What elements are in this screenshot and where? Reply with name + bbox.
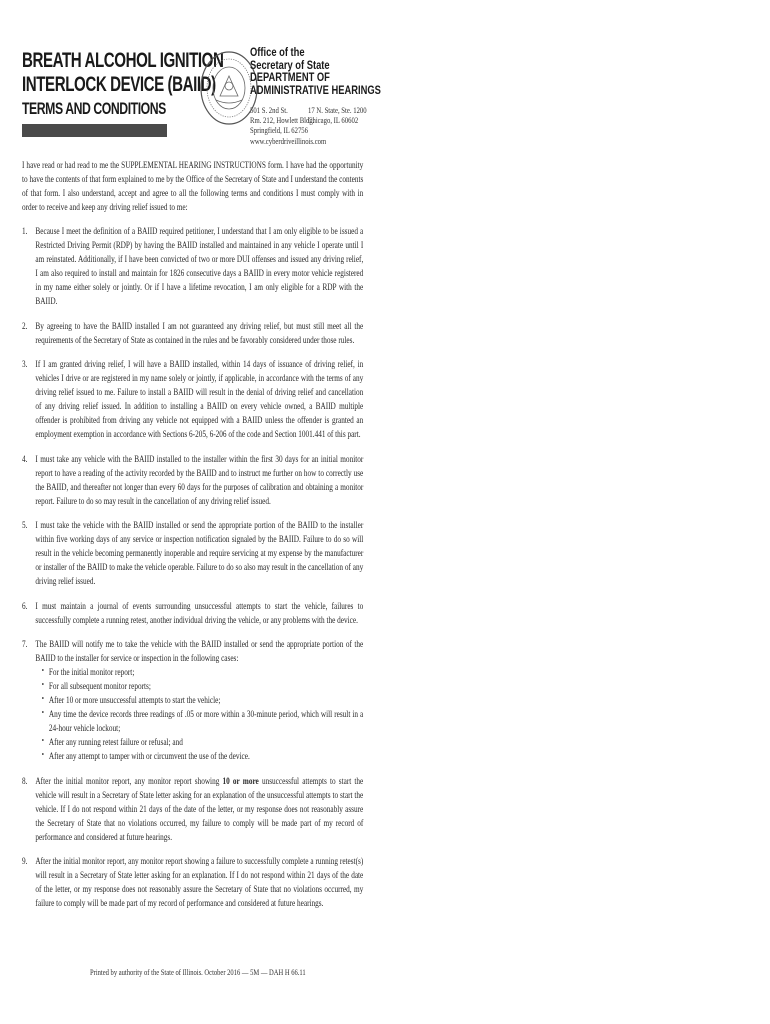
title-line-1: BREATH ALCOHOL IGNITION	[22, 49, 224, 72]
intro-paragraph: I have read or had read to me the SUPPLEMENTAL HEARING INSTRUCTIONS form. I have had the opportunity to have the contents of that form explained to me by the Office of the Secretary of State and I understand the contents of that form. I also understand, accept and agree to all the following terms and conditions I must comply with in order to receive and keep any driving relief issued to me:	[22, 160, 364, 212]
list-item: • After any attempt to tamper with or circumvent the use of the device.	[42, 749, 364, 763]
term-text: Because I meet the definition of a BAIID required petitioner, I understand that I am only eligible to be issued a Restricted Driving Permit (RDP) by having the BAIID installed and maintained in any vehicle I operate until I am reinstated. Additionally, if I have been convicted of two or more DUI offenses and issued any driving relief, I am also required to install and maintain for 1826 consecutive days a BAIID in every motor vehicle registered in my name either solely or jointly. Or if I have a lifetime revocation, I am only eligible for a RDP with the BAIID.	[35, 226, 364, 306]
office-line: Office of the	[250, 45, 305, 59]
address-line: 17 N. State, Ste. 1200	[308, 106, 367, 115]
website-link[interactable]: www.cyberdriveillinois.com	[250, 137, 327, 146]
term-text: By agreeing to have the BAIID installed I am not guaranteed any driving relief, but must still meet all the requirements of the Secretary of State as contained in the rules and be favorably considered under those rules.	[35, 320, 364, 345]
term-item	[22, 854, 363, 910]
office-line: Secretary of State	[250, 57, 330, 72]
address-line: Rm. 212, Howlett Bldg.	[250, 116, 315, 126]
address-line: 501 S. 2nd St.	[250, 106, 288, 115]
title-block	[22, 49, 224, 118]
office-line: ADMINISTRATIVE HEARINGS	[250, 82, 381, 97]
term-number: 5.	[22, 520, 28, 530]
subtitle: TERMS AND CONDITIONS	[22, 99, 166, 118]
list-item: • For the initial monitor report;	[42, 665, 364, 679]
term-text: If I am granted driving relief, I will have a BAIID installed, within 14 days of issuance of driving relief, in vehicles I drive or are registered in my name solely or jointly, if applicable, in accordance with the terms of any driving relief issued to me. Failure to install a BAIID will result in the denial of driving relief and cancellation of any driving relief issued. In addition to installing a BAIID on every vehicle owned, a BAIID multiple offender is prohibited from driving any vehicle not equipped with a BAIID unless the offender is granted an employment exemption in accordance with Sections 6-205, 6-206 of the code and Section 1001.441 of this part.	[35, 359, 364, 439]
list-item: • After any running retest failure or refusal; and	[42, 735, 364, 749]
title-line-2: INTERLOCK DEVICE (BAIID)	[22, 73, 216, 96]
list-item: • For all subsequent monitor reports;	[42, 679, 364, 693]
title-underline-bar	[22, 124, 167, 137]
term-item	[22, 518, 363, 588]
term-item	[22, 774, 363, 844]
list-item: • Any time the device records three readings of .05 or more within a 30-minute period, which will result in a 24-hour vehicle lockout;	[42, 707, 364, 735]
footer-print-info: Printed by authority of the State of Illinois. October 2016 — 5M — DAH H 66.11	[90, 968, 306, 977]
term-number: 1.	[22, 226, 28, 236]
term-item	[22, 224, 363, 308]
term-item	[22, 637, 363, 763]
notification-cases-list	[35, 665, 363, 763]
list-item: • After 10 or more unsuccessful attempts to start the vehicle;	[42, 693, 364, 707]
term-number: 7.	[22, 639, 28, 649]
term-item	[22, 319, 363, 347]
springfield-address	[250, 106, 314, 137]
term-number: 8.	[22, 775, 28, 786]
office-line: DEPARTMENT OF	[250, 70, 330, 84]
term-number: 3.	[22, 359, 28, 369]
term-number: 9.	[22, 856, 28, 866]
term-emphasis: 10 or more	[222, 775, 259, 786]
term-text-start: After the initial monitor report, any monitor report showing	[35, 775, 223, 786]
office-block	[250, 46, 380, 96]
term-text: I must maintain a journal of events surrounding unsuccessful attempts to start the vehicle, failures to successfully complete a running retest, another individual driving the vehicle, or any problems with the device.	[35, 600, 364, 625]
address-line: Chicago, IL 60602	[308, 116, 359, 126]
term-text-end: unsuccessful attempts to start the vehicle will result in a Secretary of State letter asking for an explanation of the unsuccessful attempts to start the vehicle. If I do not respond within 21 days of the date of the letter, or my response does not reasonably assure the Secretary of State that no violations occurred, my failure to comply will be made part of my record of performance and considered at future hearings.	[35, 775, 364, 842]
term-number: 2.	[22, 320, 28, 331]
term-text: After the initial monitor report, any monitor report showing a failure to successfully complete a running retest(s) will result in a Secretary of State letter asking for an explanation. If I do not respond within 21 days of the date of the letter, or my response does not reasonably assure the Secretary of State that no violations occurred, my failure to comply will be made part of my record of performance and considered at future hearings.	[35, 856, 364, 908]
term-number: 6.	[22, 600, 28, 611]
term-text: I must take any vehicle with the BAIID installed to the installer within the first 30 days for an initial monitor report to have a reading of the activity recorded by the BAIID and to instruct me further on how to correctly use the BAIID, and thereafter not longer than every 60 days for the purposes of calibration and obtaining a monitor report. Failure to do so may result in the cancellation of any driving relief issued.	[35, 453, 364, 506]
term-item	[22, 357, 363, 441]
terms-body	[22, 158, 363, 921]
term-text: I must take the vehicle with the BAIID installed or send the appropriate portion of the BAIID to the installer within five working days of any service or inspection notification signaled by the BAIID. Failure to do so will result in the vehicle becoming permanently inoperable and require servicing at my expense by the manufacturer or installer of the BAIID to make the vehicle operable. Failure to do so also may result in the cancellation of any driving relief issued.	[35, 520, 364, 586]
address-line: Springfield, IL 62756	[250, 126, 308, 136]
term-item	[22, 599, 363, 627]
chicago-address	[308, 106, 367, 126]
term-text: The BAIID will notify me to take the vehicle with the BAIID installed or send the appropriate portion of the BAIID to the installer for service or inspection in the following cases:	[35, 639, 364, 663]
term-item	[22, 452, 363, 508]
term-number: 4.	[22, 453, 28, 464]
